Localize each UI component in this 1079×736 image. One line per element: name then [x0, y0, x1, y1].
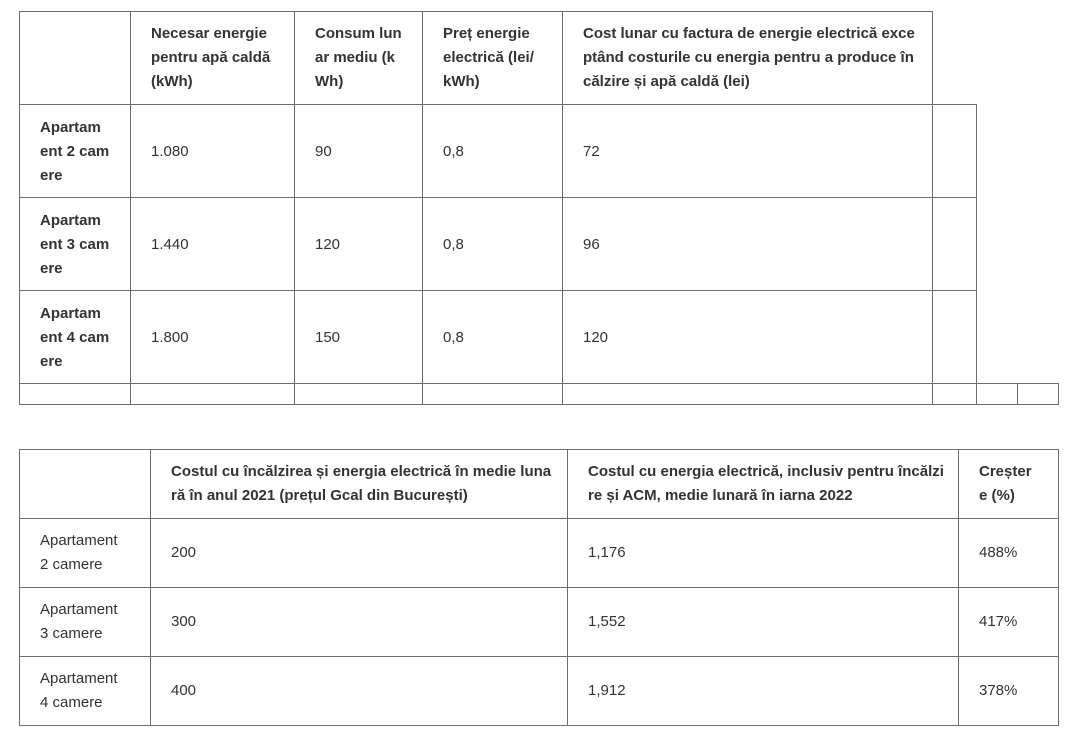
row-label: Apartament 3 camere: [40, 601, 118, 642]
row-label: Apartam ent 3 cam ere: [40, 212, 110, 277]
table-border: [19, 11, 20, 405]
row-label: Apartament 2 camere: [40, 532, 118, 573]
header-increase: Creșter e (%): [979, 463, 1032, 504]
table-border: [1017, 383, 1018, 405]
table-border: [19, 383, 1059, 384]
table-border: [19, 104, 977, 105]
cell-energy-price: 0,8: [443, 236, 464, 253]
table-border: [1058, 383, 1059, 405]
cell-monthly-consumption: 150: [315, 329, 341, 346]
table-border: [19, 197, 977, 198]
table-border: [19, 656, 1059, 657]
header-heating-cost-2021: Costul cu încălzirea și energia electrică în medie luna ră în anul 2021 (prețul Gcal din București): [171, 463, 552, 504]
table-border: [150, 449, 151, 726]
table-border: [19, 290, 977, 291]
cell-increase: 378%: [979, 682, 1018, 699]
cell-heating-cost-2021: 300: [171, 613, 197, 630]
header-monthly-consumption: Consum lun ar mediu (k Wh): [315, 25, 402, 90]
cell-monthly-consumption: 90: [315, 143, 332, 160]
cell-electricity-cost-2022: 1,912: [588, 682, 626, 699]
table-border: [567, 449, 568, 726]
cell-hot-water-energy: 1.440: [151, 236, 189, 253]
table-border: [958, 449, 959, 726]
table-border: [19, 11, 933, 12]
table-border: [562, 11, 563, 405]
cell-heating-cost-2021: 200: [171, 544, 197, 561]
cell-electricity-cost-2022: 1,176: [588, 544, 626, 561]
table-border: [130, 11, 131, 405]
header-hot-water-energy: Necesar energie pentru apă caldă (kWh): [151, 25, 271, 90]
row-label: Apartament 4 camere: [40, 670, 118, 711]
table-border: [19, 587, 1059, 588]
table-border: [19, 404, 1059, 405]
table-border: [932, 11, 933, 405]
cell-energy-price: 0,8: [443, 143, 464, 160]
header-monthly-cost: Cost lunar cu factura de energie electrică exce ptând costurile cu energia pentru a produce în călzire și apă caldă (lei): [583, 25, 915, 90]
cell-electricity-cost-2022: 1,552: [588, 613, 626, 630]
table-border: [976, 104, 977, 405]
cell-hot-water-energy: 1.800: [151, 329, 189, 346]
table-border: [19, 725, 1059, 726]
table-border: [19, 518, 1059, 519]
cell-increase: 488%: [979, 544, 1018, 561]
table-border: [19, 449, 20, 726]
table-border: [19, 449, 1059, 450]
row-label: Apartam ent 2 cam ere: [40, 119, 110, 184]
cell-monthly-cost: 120: [583, 329, 609, 346]
cell-monthly-cost: 72: [583, 143, 600, 160]
row-label: Apartam ent 4 cam ere: [40, 305, 110, 370]
table-border: [294, 11, 295, 405]
cell-heating-cost-2021: 400: [171, 682, 197, 699]
cell-monthly-consumption: 120: [315, 236, 341, 253]
header-electricity-cost-2022: Costul cu energia electrică, inclusiv pentru încălzi re și ACM, medie lunară în iarna 2022: [588, 463, 944, 504]
cell-hot-water-energy: 1.080: [151, 143, 189, 160]
table-border: [1058, 449, 1059, 726]
header-energy-price: Preț energie electrică (lei/ kWh): [443, 25, 534, 90]
cell-energy-price: 0,8: [443, 329, 464, 346]
cell-monthly-cost: 96: [583, 236, 600, 253]
cell-increase: 417%: [979, 613, 1018, 630]
table-border: [422, 11, 423, 405]
